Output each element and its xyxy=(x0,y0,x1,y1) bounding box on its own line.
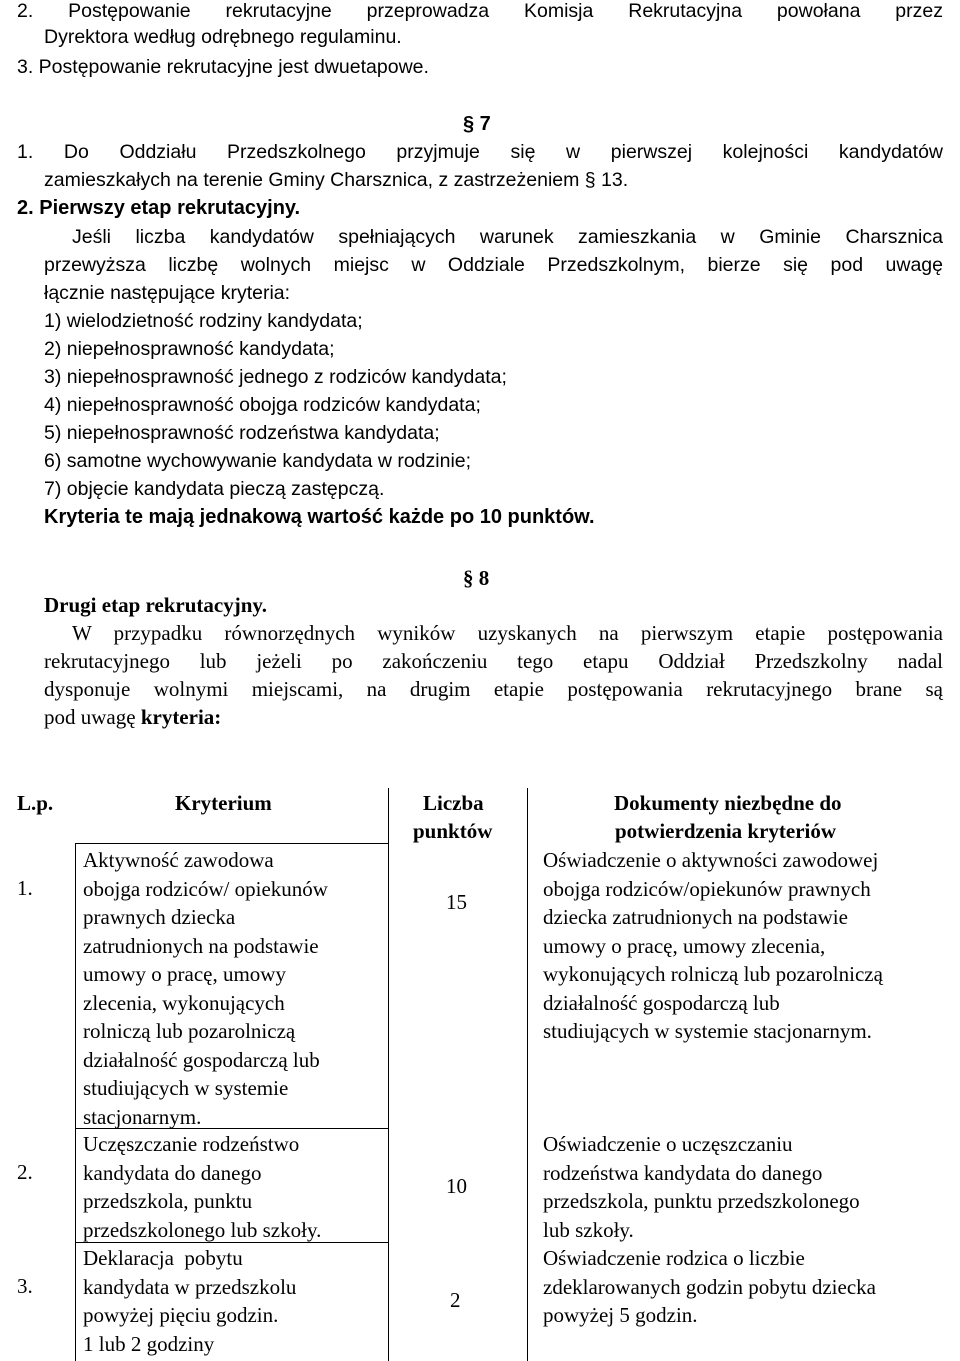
section-8-paragraph-line-1: W przypadku równorzędnych wyników uzyskanych na pierwszym etapie postępowania xyxy=(72,621,943,645)
criteria-item: 3) niepełnosprawność jednego z rodziców kandydata; xyxy=(44,366,507,388)
criterion-line: kandydata w przedszkolu xyxy=(83,1274,297,1299)
section-7-paragraph-line-1: Jeśli liczba kandydatów spełniających warunek zamieszkania w Gminie Charsznica xyxy=(72,226,943,248)
table-header-lp: L.p. xyxy=(17,791,54,815)
document-line: wykonujących rolniczą lub pozarolniczą xyxy=(543,962,883,986)
document-line: Oświadczenie o aktywności zawodowej xyxy=(543,848,879,872)
criterion-line: Uczęszczanie rodzeństwo xyxy=(83,1132,300,1156)
section-8-subheading: Drugi etap rekrutacyjny. xyxy=(44,593,268,617)
criterion-line: przedszkola, punktu xyxy=(83,1189,253,1213)
document-line: Oświadczenie rodzica o liczbie xyxy=(543,1246,805,1270)
criterion-line: działalność gospodarczą lub xyxy=(83,1047,320,1072)
table-border xyxy=(75,843,388,844)
section-8-heading: § 8 xyxy=(463,566,490,590)
criterion-line: przedszkolonego lub szkoły. xyxy=(83,1217,322,1242)
section-8-paragraph-line-2: rekrutacyjnego lub jeżeli po zakończeniu tego etapu Oddział Przedszkolny nadal xyxy=(44,649,943,673)
document-line: rodzeństwa kandydata do danego xyxy=(543,1160,823,1185)
section-7-paragraph-line-2: przewyższa liczbę wolnych miejsc w Oddziale Przedszkolnym, bierze się pod uwagę xyxy=(44,254,943,276)
row-lp: 2. xyxy=(17,1160,33,1184)
intro-item-2-line-1: 2. Postępowanie rekrutacyjne przeprowadza Komisja Rekrutacyjna powołana przez xyxy=(17,0,943,22)
criteria-note: Kryteria te mają jednakową wartość każde po 10 punktów. xyxy=(44,506,595,528)
row-points: 2 xyxy=(450,1288,461,1312)
document-line: działalność gospodarczą lub xyxy=(543,990,780,1015)
section-8-paragraph-line-3: dysponuje wolnymi miejscami, na drugim etapie postępowania rekrutacyjnego brane są xyxy=(44,677,943,701)
document-line: studiujących w systemie stacjonarnym. xyxy=(543,1019,872,1043)
table-header-criterion: Kryterium xyxy=(175,791,272,815)
criterion-line: kandydata do danego xyxy=(83,1160,262,1185)
document-line: dziecka zatrudnionych na podstawie xyxy=(543,905,848,929)
row-documents xyxy=(543,1130,860,1244)
document-line: Oświadczenie o uczęszczaniu xyxy=(543,1132,793,1156)
section-8-criteria-label: kryteria: xyxy=(140,705,222,729)
criterion-line: obojga rodziców/ opiekunów xyxy=(83,876,328,901)
row-points: 15 xyxy=(446,890,467,914)
section-8-paragraph-line-4-text: pod uwagę xyxy=(44,705,141,729)
criteria-item: 5) niepełnosprawność rodzeństwa kandydata; xyxy=(44,422,440,444)
criteria-item: 1) wielodzietność rodziny kandydata; xyxy=(44,310,363,332)
table-header-points-2: punktów xyxy=(413,819,493,843)
section-7-paragraph-line-3: łącznie następujące kryteria: xyxy=(44,282,291,304)
criterion-line: zatrudnionych na podstawie xyxy=(83,933,319,958)
row-criterion xyxy=(83,846,328,1131)
section-7-item-1-line-2: zamieszkałych na terenie Gminy Charsznica, z zastrzeżeniem § 13. xyxy=(44,169,629,191)
criterion-line: rolniczą lub pozarolniczą xyxy=(83,1019,296,1043)
criteria-item: 7) objęcie kandydata pieczą zastępczą. xyxy=(44,478,385,500)
criterion-line: studiujących w systemie xyxy=(83,1076,289,1100)
row-documents xyxy=(543,846,883,1046)
intro-item-2-line-2: Dyrektora według odrębnego regulaminu. xyxy=(44,26,402,48)
table-border xyxy=(388,788,389,1361)
document-line: umowy o pracę, umowy zlecenia, xyxy=(543,933,826,958)
criterion-line: Deklaracja pobytu xyxy=(83,1246,243,1270)
criteria-item: 6) samotne wychowywanie kandydata w rodzinie; xyxy=(44,450,472,472)
criterion-line: prawnych dziecka xyxy=(83,905,236,929)
row-lp: 3. xyxy=(17,1274,33,1298)
document-line: lub szkoły. xyxy=(543,1217,634,1242)
document-line: obojga rodziców/opiekunów prawnych xyxy=(543,876,871,901)
table-border xyxy=(527,788,528,1361)
document-line: przedszkola, punktu przedszkolonego xyxy=(543,1189,860,1213)
criterion-line: 1 lub 2 godziny xyxy=(83,1331,215,1356)
criteria-item: 4) niepełnosprawność obojga rodziców kandydata; xyxy=(44,394,481,416)
table-header-documents-1: Dokumenty niezbędne do xyxy=(614,791,842,815)
criterion-line: zlecenia, wykonujących xyxy=(83,990,285,1015)
criterion-line: powyżej pięciu godzin. xyxy=(83,1303,279,1327)
section-7-heading: § 7 xyxy=(463,113,491,135)
row-documents xyxy=(543,1244,876,1330)
criterion-line: stacjonarnym. xyxy=(83,1104,202,1129)
document-line: powyżej 5 godzin. xyxy=(543,1303,698,1327)
row-lp: 1. xyxy=(17,876,33,900)
section-7-item-2-heading: 2. Pierwszy etap rekrutacyjny. xyxy=(17,197,301,219)
table-border xyxy=(75,843,76,1361)
row-points: 10 xyxy=(446,1174,467,1198)
document-line: zdeklarowanych godzin pobytu dziecka xyxy=(543,1274,876,1299)
row-criterion xyxy=(83,1244,296,1358)
table-header-documents-2: potwierdzenia kryteriów xyxy=(615,819,837,843)
section-8-paragraph-line-4 xyxy=(44,704,221,730)
criterion-line: Aktywność zawodowa xyxy=(83,848,274,872)
section-7-item-1-line-1: 1. Do Oddziału Przedszkolnego przyjmuje się w pierwszej kolejności kandydatów xyxy=(17,141,943,163)
intro-item-3: 3. Postępowanie rekrutacyjne jest dwuetapowe. xyxy=(17,56,429,78)
table-header-points-1: Liczba xyxy=(423,791,484,815)
criteria-item: 2) niepełnosprawność kandydata; xyxy=(44,338,335,360)
row-criterion xyxy=(83,1130,321,1244)
criterion-line: umowy o pracę, umowy xyxy=(83,962,286,986)
